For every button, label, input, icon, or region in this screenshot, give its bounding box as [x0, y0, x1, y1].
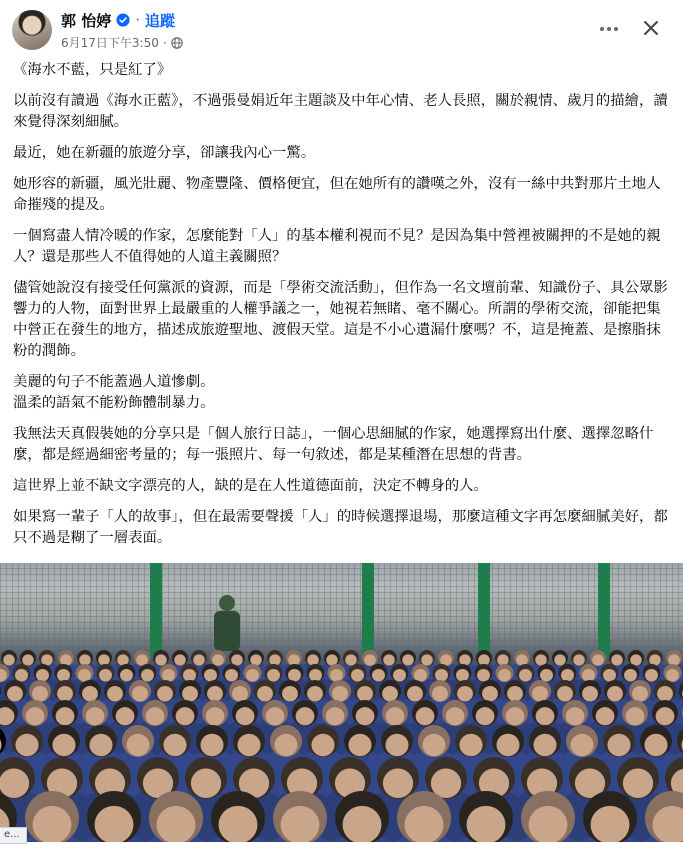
- post-photo[interactable]: [0, 563, 683, 842]
- author-row: [61, 10, 175, 30]
- post-paragraph: 如果寫一輩子「人的故事」，但在最需要聲援「人」的時候選擇退場，那麼這種文字再怎麼細膩美好，都只不過是糊了一層表面。: [13, 507, 668, 549]
- post-paragraph: 一個寫盡人情冷暖的作家，怎麼能對「人」的基本權利視而不見？是因為集中營裡被關押的不是她的親人？還是那些人不值得她的人道主義關照？: [13, 226, 668, 268]
- post-header: [0, 0, 683, 58]
- post-paragraph: 以前沒有讀過《海水正藍》，不過張曼娟近年主題談及中年心情、老人長照，關於親情、歲月的描繪，讀來覺得深刻細膩。: [13, 91, 668, 133]
- verified-badge-icon: [116, 13, 130, 27]
- post-paragraph: 這世界上並不缺文字漂亮的人，缺的是在人性道德面前，決定不轉身的人。: [13, 476, 668, 497]
- post-paragraph: 我無法天真假裝她的分享只是「個人旅行日誌」，一個心思細膩的作家，她選擇寫出什麼、選擇忽略什麼，都是經過細密考量的；每一張照片、每一句敘述，都是某種潛在思想的背書。: [13, 424, 668, 466]
- post-body: [13, 60, 668, 619]
- close-button[interactable]: [637, 14, 665, 42]
- post-timestamp[interactable]: 6月17日下午3:50: [61, 34, 159, 51]
- close-icon: [643, 20, 659, 36]
- globe-icon: [171, 37, 183, 49]
- follow-button[interactable]: 追蹤: [145, 10, 175, 31]
- separator-dot: ·: [135, 11, 140, 29]
- post-title: 《海水不藍，只是紅了》: [13, 60, 668, 81]
- photo-crowd: [0, 563, 683, 842]
- photo-guard: [214, 595, 240, 651]
- post-paragraph: 儘管她說沒有接受任何黨派的資源，而是「學術交流活動」，但作為一名文壇前輩、知識份子、具公眾影響力的人物，面對世界上最嚴重的人權爭議之一，她視若無睹、毫不關心。所謂的學術交流，卻能把集中營正在發生的地方，描述成旅遊聖地、渡假天堂。這是不小心遺漏什麼嗎？不，這是掩蓋、是擦脂抹粉的潤飾。: [13, 278, 668, 362]
- meta-separator: ·: [163, 36, 167, 50]
- more-options-button[interactable]: [596, 16, 622, 42]
- post-paragraph: 她形容的新疆，風光壯麗、物產豐隆、價格便宜，但在她所有的讚嘆之外，沒有一絲中共對那片土地人命摧殘的提及。: [13, 174, 668, 216]
- status-hint: e...: [0, 827, 27, 844]
- author-name[interactable]: 郭 怡婷: [61, 10, 111, 31]
- avatar[interactable]: [12, 10, 52, 50]
- post-paragraph: 溫柔的語氣不能粉飾體制暴力。: [13, 393, 668, 414]
- post-meta: [61, 34, 183, 51]
- more-horizontal-icon: [599, 26, 619, 32]
- post-paragraph: 最近，她在新疆的旅遊分享，卻讓我內心一驚。: [13, 143, 668, 164]
- post-paragraph: 美麗的句子不能蓋過人道慘劇。: [13, 372, 668, 393]
